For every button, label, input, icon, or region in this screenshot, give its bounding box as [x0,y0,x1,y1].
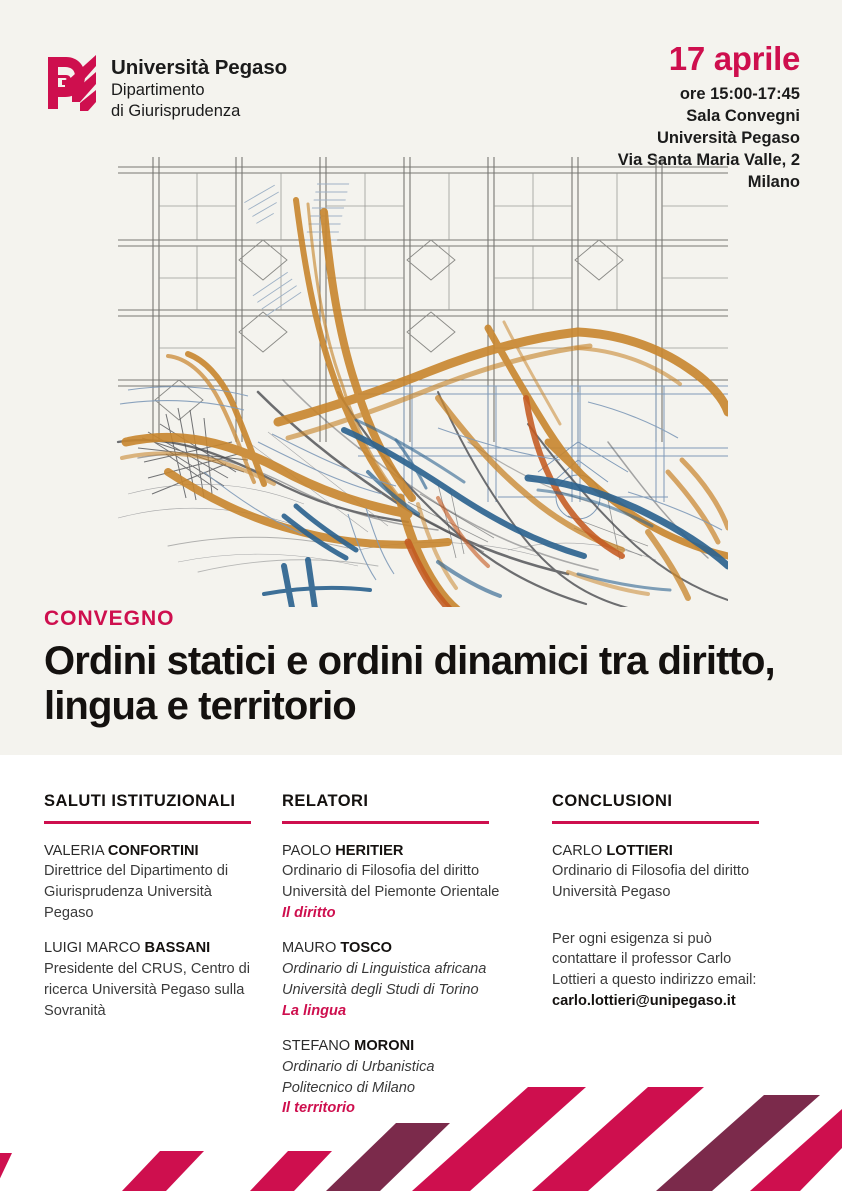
person-name [282,1036,524,1057]
map-svg [108,142,728,607]
title-block [44,608,814,729]
person-role-line: Sovranità [44,1002,106,1019]
person-role-line: Ordinario di Linguistica africana [282,961,487,978]
diagonal-stripes-decoration [0,1081,842,1191]
program-columns [0,793,842,1119]
person-role-line: Ordinario di Filosofia del diritto [552,863,750,880]
person-topic: La lingua [282,1002,347,1019]
person-entry [44,841,252,924]
contact-note-line: contattare il professor Carlo [552,951,732,968]
column-saluti-istituzionali [0,793,270,1119]
stripe [122,1151,204,1191]
stripe [0,1153,12,1191]
contact-note-line: Per ogni esigenza si può [552,930,712,947]
person-last-name: CONFORTINI [107,842,199,859]
column-heading: RELATORI [282,792,369,810]
person-entry [282,938,524,1021]
person-name [44,841,252,862]
column-heading: CONCLUSIONI [552,792,673,810]
person-last-name: TOSCO [340,940,393,957]
person-last-name: HERITIER [335,842,404,859]
person-topic: Il territorio [282,1100,355,1117]
person-role-line: Ordinario di Filosofia del diritto [282,863,480,880]
column-relatori [270,793,542,1119]
event-time: ore 15:00-17:45 [679,85,800,103]
poster-header [0,0,842,191]
person-first-name: MAURO [282,940,341,957]
stripe-group [0,1087,842,1191]
person-entry [44,938,252,1021]
contact-email[interactable]: carlo.lottieri@unipegaso.it [552,992,736,1009]
person-role-line: ricerca Università Pegaso sulla [44,981,245,998]
person-first-name: STEFANO [282,1038,355,1055]
page-title-line2: diritto, lingua e territorio [44,639,775,728]
logo-title: Università Pegaso [111,56,288,79]
person-name [44,938,252,959]
stripe [250,1151,332,1191]
person-first-name: LUIGI MARCO [44,940,145,957]
person-role-line: Università del Piemonte Orientale [282,883,500,900]
person-role-line: Presidente del CRUS, Centro di [44,961,251,978]
logo-subtitle-line1: Dipartimento [111,81,205,100]
person-role-line: Direttrice del Dipartimento di [44,863,229,880]
person-last-name: BASSANI [144,940,211,957]
event-address: Via Santa Maria Valle, 2 [617,150,800,169]
person-first-name: CARLO [552,842,607,859]
column-divider [552,821,759,824]
person-name [552,841,824,862]
page-title-line1: Ordini statici e ordini dinamici tra [44,639,648,683]
person-topic: Il diritto [282,904,336,921]
person-entry [552,841,824,903]
pegaso-d-monogram-icon [46,55,98,111]
column-divider [44,821,251,824]
person-first-name: PAOLO [282,842,336,859]
column-heading: SALUTI ISTITUZIONALI [44,792,236,810]
page-title [44,639,804,729]
person-role-line: Università degli Studi di Torino [282,981,479,998]
event-venue: Sala Convegni [686,106,800,125]
person-first-name: VALERIA [44,842,108,859]
event-date: 17 aprile [668,40,800,77]
person-role-line: Giurisprudenza Università Pegaso [44,883,212,921]
abstract-city-map-illustration [108,142,728,607]
person-name [282,938,524,959]
university-logo [46,55,287,122]
event-city: Milano [747,172,800,191]
person-name [282,841,524,862]
person-role-line: Politecnico di Milano [282,1079,416,1096]
person-role-line: Ordinario di Urbanistica [282,1058,435,1075]
logo-subtitle-line2: di Giurisprudenza [111,101,241,120]
person-role-line: Università Pegaso [552,883,671,900]
column-divider [282,821,489,824]
person-entry [282,841,524,924]
contact-note-line: Lottieri a questo indirizzo email: [552,972,757,989]
logo-text-block [111,55,287,122]
event-institution: Università Pegaso [656,128,800,147]
column-conclusioni [542,793,842,1119]
person-last-name: MORONI [354,1038,415,1055]
person-last-name: LOTTIERI [606,842,673,859]
eyebrow-label: CONVEGNO [44,607,175,630]
stripes-svg [0,1081,842,1191]
contact-note [552,929,824,1012]
